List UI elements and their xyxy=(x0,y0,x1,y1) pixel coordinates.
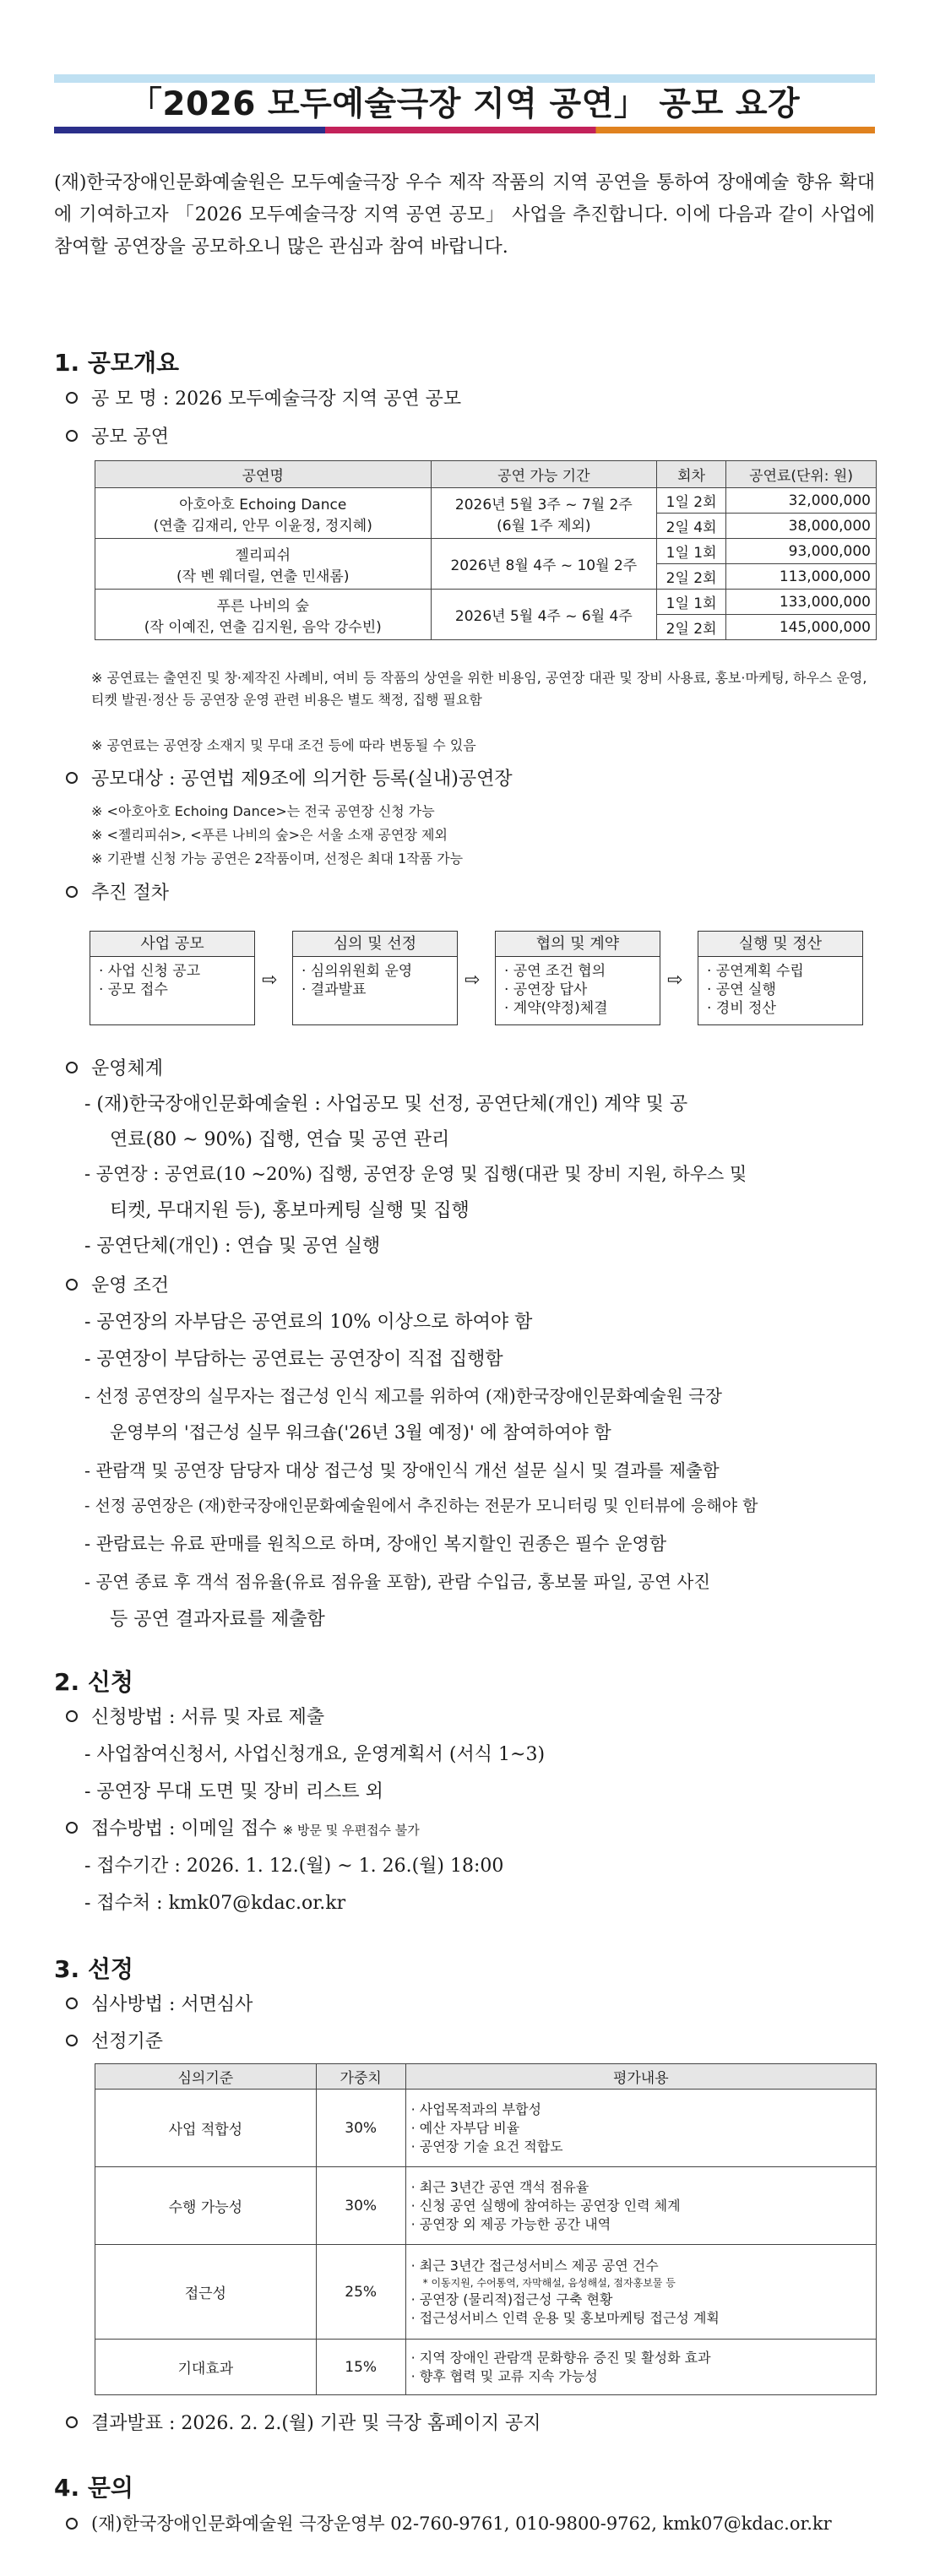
section-4-heading: 4. 문의 xyxy=(54,2474,133,2502)
circle-bullet-icon xyxy=(66,430,78,442)
criteria-weight-cell: 25% xyxy=(316,2245,405,2340)
circle-bullet-icon xyxy=(66,2416,78,2428)
circle-bullet-icon xyxy=(66,1062,78,1073)
th-criteria: 심의기준 xyxy=(95,2064,317,2090)
receive-item: - 접수처 : kmk07@kdac.or.kr xyxy=(84,1893,346,1914)
criteria-content-cell: · 최근 3년간 접근성서비스 제공 공연 건수 * 이동지원, 수어통역, 자막해설, 음성해설, 점자홍보물 등 · 공연장 (물리적)접근성 구축 현황 · 접근성서비스 인력 운용 및 홍보마케팅 접근성 계획 xyxy=(405,2245,876,2340)
section-1-heading: 1. 공모개요 xyxy=(54,349,180,377)
step-item: · 사업 신청 공고 xyxy=(99,963,201,980)
step-title: 협의 및 계약 xyxy=(496,932,660,957)
section-3-heading: 3. 선정 xyxy=(54,1955,133,1983)
page-title: 「2026 모두예술극장 지역 공연」 공모 요강 xyxy=(128,85,801,123)
perf-label-line: 공모 공연 xyxy=(66,422,169,448)
ops-label-line: 운영체계 xyxy=(66,1054,163,1080)
step-box-4 xyxy=(698,931,863,1025)
step-item: · 공연계획 수립 xyxy=(707,963,804,980)
criteria-label-line: 선정기준 xyxy=(66,2027,163,2053)
cond-item: - 관람객 및 공연장 담당자 대상 접근성 및 장애인식 개선 설문 실시 및 결과를 제출함 xyxy=(84,1460,720,1481)
ops-item: 티켓, 무대지원 등), 홍보마케팅 실행 및 집행 xyxy=(110,1200,470,1221)
ops-item: - (재)한국장애인문화예술원 : 사업공모 및 선정, 공연단체(개인) 계약 및 공 xyxy=(84,1094,688,1115)
cond-item: - 공연장이 부담하는 공연료는 공연장이 직접 집행함 xyxy=(84,1349,503,1370)
ops-item: 연료(80 ~ 90%) 집행, 연습 및 공연 관리 xyxy=(110,1129,450,1150)
receive-item: - 접수기간 : 2026. 1. 12.(월) ~ 1. 26.(월) 18:00 xyxy=(84,1856,504,1877)
process-label-line: 추진 절차 xyxy=(66,878,169,905)
criteria-content-cell: · 지역 장애인 관람객 문화향유 증진 및 활성화 효과 · 향후 협력 및 교류 지속 가능성 xyxy=(405,2340,876,2395)
review-method-line: 심사방법 : 서면심사 xyxy=(66,1990,253,2016)
title-top-bar xyxy=(54,74,875,83)
fee-note-1: ※ 공연료는 출연진 및 창·제작진 사례비, 여비 등 작품의 상연을 위한 비용임, 공연장 대관 및 장비 사용료, 홍보·마케팅, 하우스 운영, 티켓 발권·정산 등 공연장 운영 관련 비용은 별도 책정, 집행 필요함 xyxy=(91,670,867,708)
th-content: 평가내용 xyxy=(405,2064,876,2090)
circle-bullet-icon xyxy=(66,1822,78,1834)
count-cell: 2일 4회 xyxy=(657,514,726,539)
count-cell: 1일 1회 xyxy=(657,590,726,615)
step-item: · 공모 접수 xyxy=(99,981,168,998)
step-item: · 결과발표 xyxy=(302,981,367,998)
count-cell: 2일 2회 xyxy=(657,564,726,590)
fee-cell: 93,000,000 xyxy=(726,539,877,564)
apply-item: - 공연장 무대 도면 및 장비 리스트 외 xyxy=(84,1781,383,1802)
show-period-cell: 2026년 5월 3주 ~ 7월 2주 (6월 1주 제외) xyxy=(431,488,657,539)
step-item: · 경비 정산 xyxy=(707,1000,776,1017)
arrow-right-icon: ⇨ xyxy=(465,970,481,991)
th-fee: 공연료(단위: 원) xyxy=(726,461,877,488)
fee-note-2: ※ 공연료는 공연장 소재지 및 무대 조건 등에 따라 변동될 수 있음 xyxy=(91,737,476,753)
target-line: 공모대상 : 공연법 제9조에 의거한 등록(실내)공연장 xyxy=(66,764,513,791)
circle-bullet-icon xyxy=(66,772,78,784)
cond-item: - 공연 종료 후 객석 점유율(유료 점유율 포함), 관람 수입금, 홍보물 파일, 공연 사진 xyxy=(84,1572,711,1592)
target-note-3: ※ 기관별 신청 가능 공연은 2작품이며, 선정은 최대 1작품 가능 xyxy=(91,851,464,867)
criteria-weight-cell: 30% xyxy=(316,2090,405,2167)
fee-cell: 113,000,000 xyxy=(726,564,877,590)
show-period-cell: 2026년 5월 4주 ~ 6월 4주 xyxy=(431,590,657,640)
count-cell: 2일 2회 xyxy=(657,615,726,640)
circle-bullet-icon xyxy=(66,2035,78,2046)
ops-item: - 공연단체(개인) : 연습 및 공연 실행 xyxy=(84,1236,381,1257)
circle-bullet-icon xyxy=(66,886,78,898)
cond-item: - 선정 공연장의 실무자는 접근성 인식 제고를 위하여 (재)한국장애인문화예술원 극장 xyxy=(84,1386,722,1406)
show-name-cell: 푸른 나비의 숲 (작 이예진, 연출 김지원, 음악 강수빈) xyxy=(95,590,432,640)
intro-paragraph: (재)한국장애인문화예술원은 모두예술극장 우수 제작 작품의 지역 공연을 통하여 장애예술 향유 확대에 기여하고자 「2026 모두예술극장 지역 공연 공모」 사업을 추진합니다. 이에 다음과 같이 사업에 참여할 공연장을 공모하오니 많은 관심과 참여 바랍니다. xyxy=(54,172,875,258)
fee-cell: 38,000,000 xyxy=(726,514,877,539)
circle-bullet-icon xyxy=(66,1279,78,1291)
contact-line: (재)한국장애인문화예술원 극장운영부 02-760-9761, 010-9800-9762, kmk07@kdac.or.kr xyxy=(66,2510,832,2535)
fee-cell: 32,000,000 xyxy=(726,488,877,514)
cond-label-line: 운영 조건 xyxy=(66,1271,169,1297)
circle-bullet-icon xyxy=(66,392,78,404)
target-note-2: ※ <젤리피쉬>, <푸른 나비의 숲>은 서울 소재 공연장 제외 xyxy=(91,827,448,843)
criteria-weight-cell: 15% xyxy=(316,2340,405,2395)
criteria-table xyxy=(95,2063,877,2395)
step-box-2 xyxy=(292,931,458,1025)
performance-table xyxy=(95,460,877,640)
step-item: · 계약(약정)체결 xyxy=(504,1000,608,1017)
arrow-right-icon: ⇨ xyxy=(262,970,278,991)
count-cell: 1일 1회 xyxy=(657,539,726,564)
circle-bullet-icon xyxy=(66,2518,78,2530)
cond-item: - 관람료는 유료 판매를 원칙으로 하며, 장애인 복지할인 권종은 필수 운영함 xyxy=(84,1534,667,1554)
ops-item: - 공연장 : 공연료(10 ~20%) 집행, 공연장 운영 및 집행(대관 및 장비 지원, 하우스 및 xyxy=(84,1164,747,1184)
criteria-name-cell: 접근성 xyxy=(95,2245,317,2340)
fee-cell: 133,000,000 xyxy=(726,590,877,615)
step-item: · 공연 조건 협의 xyxy=(504,963,606,980)
arrow-right-icon: ⇨ xyxy=(667,970,683,991)
circle-bullet-icon xyxy=(66,1710,78,1722)
apply-method-line: 신청방법 : 서류 및 자료 제출 xyxy=(66,1703,324,1729)
receive-method-line: 접수방법 : 이메일 접수 ※ 방문 및 우편접수 불가 xyxy=(66,1814,420,1840)
contest-name-line: 공 모 명 : 2026 모두예술극장 지역 공연 공모 xyxy=(66,384,461,410)
count-cell: 1일 2회 xyxy=(657,488,726,514)
section-2-heading: 2. 신청 xyxy=(54,1668,133,1696)
step-box-3 xyxy=(495,931,660,1025)
criteria-content-cell: · 최근 3년간 공연 객석 점유율 · 신청 공연 실행에 참여하는 공연장 인력 체계 · 공연장 외 제공 가능한 공간 내역 xyxy=(405,2167,876,2245)
title-color-bar xyxy=(54,127,875,133)
show-period-cell: 2026년 8월 4주 ~ 10월 2주 xyxy=(431,539,657,590)
cond-item: 운영부의 '접근성 실무 워크숍('26년 3월 예정)' 에 참여하여야 함 xyxy=(110,1422,611,1443)
criteria-name-cell: 기대효과 xyxy=(95,2340,317,2395)
cond-item: - 선정 공연장은 (재)한국장애인문화예술원에서 추진하는 전문가 모니터링 및 인터뷰에 응해야 함 xyxy=(84,1497,758,1515)
th-weight: 가중치 xyxy=(316,2064,405,2090)
criteria-name-cell: 사업 적합성 xyxy=(95,2090,317,2167)
step-item: · 공연장 답사 xyxy=(504,981,588,998)
criteria-content-cell: · 사업목적과의 부합성 · 예산 자부담 비율 · 공연장 기술 요건 적합도 xyxy=(405,2090,876,2167)
cond-item: - 공연장의 자부담은 공연료의 10% 이상으로 하여야 함 xyxy=(84,1312,533,1333)
cond-item: 등 공연 결과자료를 제출함 xyxy=(110,1609,325,1630)
criteria-name-cell: 수행 가능성 xyxy=(95,2167,317,2245)
step-title: 사업 공모 xyxy=(90,932,254,957)
apply-item: - 사업참여신청서, 사업신청개요, 운영계획서 (서식 1~3) xyxy=(84,1744,546,1765)
show-name-cell: 젤리피쉬 (작 벤 웨더릴, 연출 민새롬) xyxy=(95,539,432,590)
step-title: 실행 및 정산 xyxy=(698,932,862,957)
circle-bullet-icon xyxy=(66,1997,78,2009)
th-count: 회차 xyxy=(657,461,726,488)
criteria-weight-cell: 30% xyxy=(316,2167,405,2245)
step-title: 심의 및 선정 xyxy=(293,932,457,957)
step-item: · 공연 실행 xyxy=(707,981,776,998)
target-note-1: ※ <아호아호 Echoing Dance>는 전국 공연장 신청 가능 xyxy=(91,803,435,819)
th-period: 공연 가능 기간 xyxy=(431,461,657,488)
step-box-1 xyxy=(90,931,255,1025)
step-item: · 심의위원회 운영 xyxy=(302,963,413,980)
fee-cell: 145,000,000 xyxy=(726,615,877,640)
th-show: 공연명 xyxy=(95,461,432,488)
result-line: 결과발표 : 2026. 2. 2.(월) 기관 및 극장 홈페이지 공지 xyxy=(66,2409,541,2435)
show-name-cell: 아호아호 Echoing Dance (연출 김재리, 안무 이윤정, 정지혜) xyxy=(95,488,432,539)
